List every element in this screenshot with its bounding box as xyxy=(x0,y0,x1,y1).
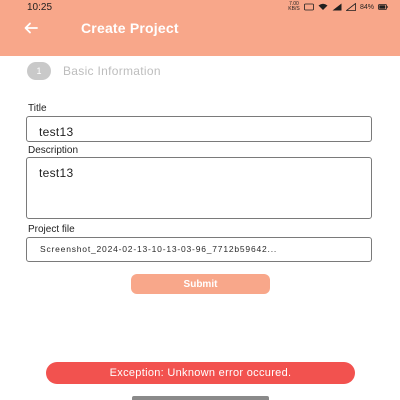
network-speed-value: 7.00 xyxy=(289,1,299,7)
status-time: 10:25 xyxy=(27,2,53,13)
back-button[interactable] xyxy=(20,18,42,38)
step-label: Basic Information xyxy=(63,64,161,78)
wifi-icon xyxy=(318,3,328,11)
error-toast: Exception: Unknown error occured. xyxy=(46,362,355,384)
title-input[interactable] xyxy=(39,125,371,139)
page-title: Create Project xyxy=(81,20,179,36)
app-bar xyxy=(0,0,400,56)
project-file-label: Project file xyxy=(28,224,75,235)
submit-button[interactable]: Submit xyxy=(131,274,270,294)
description-label: Description xyxy=(28,145,79,156)
title-label: Title xyxy=(28,103,47,114)
title-field[interactable] xyxy=(26,116,372,142)
description-input[interactable] xyxy=(39,166,371,206)
signal-icon xyxy=(332,3,342,11)
volte-icon xyxy=(304,3,314,11)
signal-2-icon xyxy=(346,3,356,11)
status-bar xyxy=(0,0,400,14)
arrow-left-icon xyxy=(24,22,38,34)
network-speed xyxy=(288,2,300,12)
navigation-handle xyxy=(132,396,269,400)
stepper-step-1[interactable] xyxy=(27,62,161,80)
description-field[interactable] xyxy=(26,157,372,219)
battery-icon xyxy=(378,3,388,11)
network-speed-unit: KB/S xyxy=(288,6,300,12)
project-file-name: Screenshot_2024-02-13-10-13-03-96_7712b59642... xyxy=(40,244,278,254)
status-icons xyxy=(288,1,388,13)
step-number-badge: 1 xyxy=(27,62,51,80)
battery-percentage: 84% xyxy=(359,3,374,11)
project-file-field[interactable] xyxy=(26,237,372,262)
